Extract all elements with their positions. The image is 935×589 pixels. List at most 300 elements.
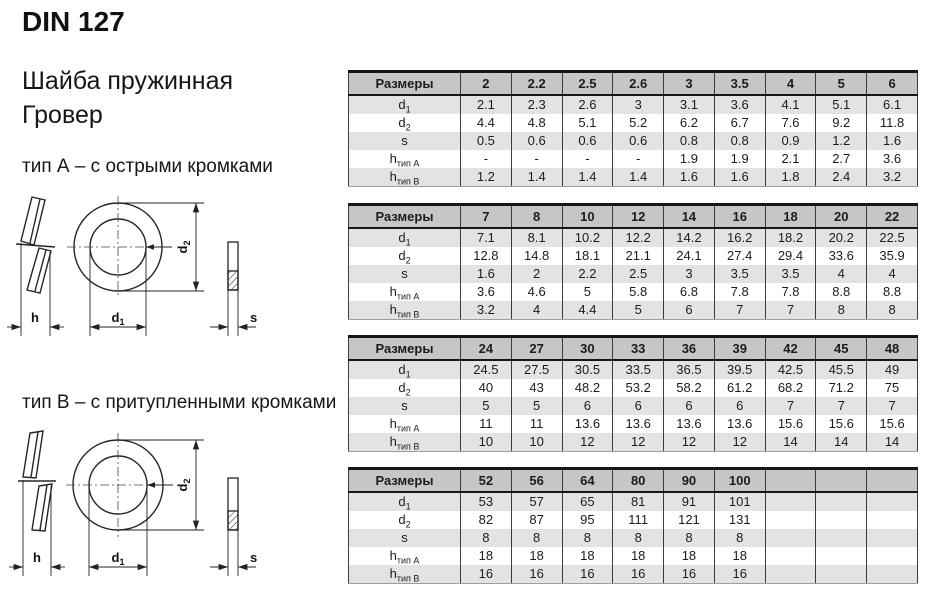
value-cell: 36.5 bbox=[664, 360, 715, 379]
row-label bbox=[349, 379, 461, 397]
row-label bbox=[349, 397, 461, 415]
value-cell: 18 bbox=[562, 547, 613, 565]
column-header-size: 39 bbox=[714, 337, 765, 361]
value-cell: 1.9 bbox=[714, 150, 765, 168]
value-cell bbox=[816, 492, 867, 511]
value-cell: 8.8 bbox=[867, 283, 918, 301]
column-header-size: 36 bbox=[664, 337, 715, 361]
value-cell: 6.7 bbox=[714, 114, 765, 132]
table-row bbox=[349, 547, 918, 565]
value-cell: 21.1 bbox=[613, 247, 664, 265]
value-cell: 11.8 bbox=[867, 114, 918, 132]
value-cell: 3 bbox=[664, 265, 715, 283]
value-cell: 6 bbox=[714, 397, 765, 415]
value-cell: 7.8 bbox=[765, 283, 816, 301]
value-cell: 82 bbox=[461, 511, 512, 529]
column-header-size: 3.5 bbox=[714, 72, 765, 96]
table-row bbox=[349, 301, 918, 320]
value-cell bbox=[816, 511, 867, 529]
value-cell: 8 bbox=[511, 529, 562, 547]
row-label bbox=[349, 168, 461, 187]
column-header-size: 56 bbox=[511, 469, 562, 493]
value-cell: 71.2 bbox=[816, 379, 867, 397]
row-label-base: d bbox=[398, 512, 406, 527]
column-header-size: 7 bbox=[461, 205, 512, 229]
value-cell: 3.5 bbox=[765, 265, 816, 283]
row-label bbox=[349, 283, 461, 301]
table-row bbox=[349, 283, 918, 301]
column-header-size: 27 bbox=[511, 337, 562, 361]
value-cell: 0.5 bbox=[461, 132, 512, 150]
value-cell: 121 bbox=[664, 511, 715, 529]
row-label-base: d bbox=[398, 248, 406, 263]
value-cell: 1.6 bbox=[714, 168, 765, 187]
column-header-size: 16 bbox=[714, 205, 765, 229]
row-label-base: h bbox=[389, 169, 397, 184]
value-cell: 2.5 bbox=[613, 265, 664, 283]
value-cell: 16 bbox=[664, 565, 715, 584]
value-cell: 14 bbox=[765, 433, 816, 452]
value-cell: 40 bbox=[461, 379, 512, 397]
row-label-base: h bbox=[389, 302, 397, 317]
section-view-type-a bbox=[228, 242, 238, 290]
page-title: DIN 127 bbox=[22, 6, 125, 37]
value-cell: 2.7 bbox=[816, 150, 867, 168]
column-header-size: 33 bbox=[613, 337, 664, 361]
value-cell: 1.9 bbox=[664, 150, 715, 168]
row-label-base: d bbox=[398, 380, 406, 395]
value-cell: 1.2 bbox=[816, 132, 867, 150]
value-cell: 111 bbox=[613, 511, 664, 529]
value-cell bbox=[816, 565, 867, 584]
row-label bbox=[349, 511, 461, 529]
column-header-size: 10 bbox=[562, 205, 613, 229]
row-label-base: d bbox=[398, 230, 406, 245]
value-cell bbox=[765, 547, 816, 565]
row-label-subscript: 1 bbox=[405, 369, 411, 379]
column-header-sizes: Размеры bbox=[349, 205, 461, 229]
column-header-size: 22 bbox=[867, 205, 918, 229]
value-cell: 57 bbox=[511, 492, 562, 511]
row-label-subscript: тип B bbox=[396, 441, 420, 452]
type-b-label: тип В – с притупленными кромками bbox=[22, 392, 337, 413]
value-cell: 16.2 bbox=[714, 228, 765, 247]
value-cell: 8 bbox=[816, 301, 867, 320]
value-cell: 95 bbox=[562, 511, 613, 529]
table-header-row bbox=[349, 469, 918, 493]
value-cell: 18.1 bbox=[562, 247, 613, 265]
value-cell: 5 bbox=[511, 397, 562, 415]
value-cell: 7 bbox=[765, 301, 816, 320]
value-cell: 16 bbox=[461, 565, 512, 584]
value-cell bbox=[867, 529, 918, 547]
value-cell: 1.4 bbox=[511, 168, 562, 187]
value-cell: 12.2 bbox=[613, 228, 664, 247]
row-label-subscript: тип A bbox=[396, 291, 420, 301]
value-cell: 12 bbox=[664, 433, 715, 452]
value-cell: 13.6 bbox=[714, 415, 765, 433]
value-cell: 7 bbox=[765, 397, 816, 415]
type-a-drawing bbox=[6, 190, 274, 342]
table-row bbox=[349, 379, 918, 397]
value-cell: 9.2 bbox=[816, 114, 867, 132]
value-cell: 4.1 bbox=[765, 95, 816, 114]
table-row bbox=[349, 114, 918, 132]
value-cell: 7.8 bbox=[714, 283, 765, 301]
value-cell: 13.6 bbox=[613, 415, 664, 433]
value-cell: - bbox=[461, 150, 512, 168]
value-cell: 24.1 bbox=[664, 247, 715, 265]
value-cell: 8 bbox=[664, 529, 715, 547]
row-label-subscript: 2 bbox=[405, 387, 411, 397]
s-label: s bbox=[250, 310, 258, 325]
value-cell: 35.9 bbox=[867, 247, 918, 265]
d2-label: $d_2$ bbox=[175, 240, 192, 254]
value-cell: 2.3 bbox=[511, 95, 562, 114]
value-cell: 14 bbox=[867, 433, 918, 452]
value-cell: 2 bbox=[511, 265, 562, 283]
table-row bbox=[349, 565, 918, 584]
table-header-row bbox=[349, 205, 918, 229]
value-cell: 1.6 bbox=[867, 132, 918, 150]
value-cell: 8 bbox=[714, 529, 765, 547]
row-label bbox=[349, 529, 461, 547]
value-cell: 0.9 bbox=[765, 132, 816, 150]
value-cell: 15.6 bbox=[765, 415, 816, 433]
value-cell: 3.2 bbox=[867, 168, 918, 187]
value-cell: 16 bbox=[613, 565, 664, 584]
value-cell: 101 bbox=[714, 492, 765, 511]
row-label bbox=[349, 265, 461, 283]
column-header-size: 48 bbox=[867, 337, 918, 361]
value-cell: 4.8 bbox=[511, 114, 562, 132]
table-row bbox=[349, 168, 918, 187]
value-cell: 8.1 bbox=[511, 228, 562, 247]
value-cell: 12 bbox=[562, 433, 613, 452]
value-cell: 16 bbox=[562, 565, 613, 584]
value-cell bbox=[867, 492, 918, 511]
spec-table-sizes-7-22 bbox=[348, 203, 918, 320]
value-cell bbox=[867, 565, 918, 584]
value-cell: 12 bbox=[714, 433, 765, 452]
value-cell: 131 bbox=[714, 511, 765, 529]
column-header-size: 45 bbox=[816, 337, 867, 361]
value-cell: 15.6 bbox=[816, 415, 867, 433]
value-cell: 4 bbox=[816, 265, 867, 283]
value-cell: 16 bbox=[511, 565, 562, 584]
column-header-size: 20 bbox=[816, 205, 867, 229]
table-header-row bbox=[349, 337, 918, 361]
value-cell: 4.6 bbox=[511, 283, 562, 301]
value-cell: 53 bbox=[461, 492, 512, 511]
row-label-base: s bbox=[401, 530, 408, 545]
value-cell: 4 bbox=[511, 301, 562, 320]
column-header-size: 64 bbox=[562, 469, 613, 493]
column-header-size: 5 bbox=[816, 72, 867, 96]
table-row bbox=[349, 433, 918, 452]
value-cell: 27.5 bbox=[511, 360, 562, 379]
row-label-base: d bbox=[398, 362, 406, 377]
table-row bbox=[349, 228, 918, 247]
column-header-size bbox=[765, 469, 816, 493]
value-cell: 4 bbox=[867, 265, 918, 283]
value-cell: 29.4 bbox=[765, 247, 816, 265]
column-header-size: 52 bbox=[461, 469, 512, 493]
value-cell: - bbox=[511, 150, 562, 168]
value-cell: 61.2 bbox=[714, 379, 765, 397]
spec-table-sizes-52-100 bbox=[348, 467, 918, 584]
value-cell: 11 bbox=[511, 415, 562, 433]
value-cell: 58.2 bbox=[664, 379, 715, 397]
table-row bbox=[349, 247, 918, 265]
value-cell: 27.4 bbox=[714, 247, 765, 265]
value-cell: 2.4 bbox=[816, 168, 867, 187]
value-cell: 87 bbox=[511, 511, 562, 529]
value-cell: 5.8 bbox=[613, 283, 664, 301]
value-cell: 53.2 bbox=[613, 379, 664, 397]
section-view-type-b bbox=[228, 478, 238, 530]
page-subtitle bbox=[22, 64, 233, 132]
table-row bbox=[349, 415, 918, 433]
value-cell: 48.2 bbox=[562, 379, 613, 397]
value-cell: 5.1 bbox=[816, 95, 867, 114]
row-label-subscript: 1 bbox=[405, 237, 411, 247]
value-cell: 14.8 bbox=[511, 247, 562, 265]
row-label-base: d bbox=[398, 97, 406, 112]
value-cell: 14 bbox=[816, 433, 867, 452]
value-cell: 10.2 bbox=[562, 228, 613, 247]
value-cell: 91 bbox=[664, 492, 715, 511]
value-cell bbox=[867, 547, 918, 565]
spec-table-sizes-2-6 bbox=[348, 70, 918, 187]
value-cell: 13.6 bbox=[664, 415, 715, 433]
row-label bbox=[349, 301, 461, 320]
row-label-base: s bbox=[401, 398, 408, 413]
value-cell: 22.5 bbox=[867, 228, 918, 247]
value-cell: 11 bbox=[461, 415, 512, 433]
table-row bbox=[349, 511, 918, 529]
spec-table-sizes-24-48 bbox=[348, 335, 918, 452]
value-cell: 24.5 bbox=[461, 360, 512, 379]
split-mark bbox=[146, 244, 172, 250]
row-label-subscript: тип A bbox=[396, 555, 420, 565]
table-row bbox=[349, 265, 918, 283]
table-row bbox=[349, 529, 918, 547]
value-cell: 5.2 bbox=[613, 114, 664, 132]
value-cell: 3 bbox=[613, 95, 664, 114]
column-header-size: 3 bbox=[664, 72, 715, 96]
row-label-base: h bbox=[389, 416, 397, 431]
column-header-size: 42 bbox=[765, 337, 816, 361]
value-cell: 18 bbox=[714, 547, 765, 565]
row-label bbox=[349, 114, 461, 132]
value-cell: 8 bbox=[461, 529, 512, 547]
row-label bbox=[349, 547, 461, 565]
value-cell: 16 bbox=[714, 565, 765, 584]
column-header-size: 24 bbox=[461, 337, 512, 361]
value-cell: 33.5 bbox=[613, 360, 664, 379]
column-header-sizes: Размеры bbox=[349, 72, 461, 96]
value-cell: 8 bbox=[613, 529, 664, 547]
value-cell: 49 bbox=[867, 360, 918, 379]
row-label-subscript: тип A bbox=[396, 158, 420, 168]
value-cell: 4.4 bbox=[562, 301, 613, 320]
table-row bbox=[349, 360, 918, 379]
d1-label: $d_1$ bbox=[111, 550, 125, 567]
value-cell: 18 bbox=[613, 547, 664, 565]
row-label-base: s bbox=[401, 266, 408, 281]
d1-label: $d_1$ bbox=[111, 310, 125, 327]
value-cell: 13.6 bbox=[562, 415, 613, 433]
row-label-base: s bbox=[401, 133, 408, 148]
value-cell: 5.1 bbox=[562, 114, 613, 132]
row-label-subscript: тип B bbox=[396, 309, 420, 320]
value-cell: 7.1 bbox=[461, 228, 512, 247]
row-label bbox=[349, 360, 461, 379]
column-header-sizes: Размеры bbox=[349, 469, 461, 493]
value-cell: 3.5 bbox=[714, 265, 765, 283]
value-cell: 18 bbox=[461, 547, 512, 565]
column-header-size: 2.5 bbox=[562, 72, 613, 96]
value-cell bbox=[765, 511, 816, 529]
value-cell: 6 bbox=[562, 397, 613, 415]
row-label bbox=[349, 228, 461, 247]
value-cell: 68.2 bbox=[765, 379, 816, 397]
value-cell: 12.8 bbox=[461, 247, 512, 265]
row-label-subscript: тип B bbox=[396, 176, 420, 187]
value-cell: 15.6 bbox=[867, 415, 918, 433]
row-label-base: d bbox=[398, 494, 406, 509]
table-row bbox=[349, 132, 918, 150]
value-cell: 8 bbox=[867, 301, 918, 320]
row-label-base: h bbox=[389, 151, 397, 166]
column-header-size: 2.6 bbox=[613, 72, 664, 96]
s-label: s bbox=[250, 550, 258, 565]
column-header-size: 90 bbox=[664, 469, 715, 493]
row-label bbox=[349, 433, 461, 452]
value-cell: 2.1 bbox=[765, 150, 816, 168]
column-header-size bbox=[867, 469, 918, 493]
value-cell: 1.8 bbox=[765, 168, 816, 187]
value-cell: 0.6 bbox=[613, 132, 664, 150]
row-label-subscript: 2 bbox=[405, 122, 411, 132]
column-header-size: 6 bbox=[867, 72, 918, 96]
row-label bbox=[349, 132, 461, 150]
row-label bbox=[349, 565, 461, 584]
side-view-type-a bbox=[16, 197, 55, 293]
value-cell: 3.6 bbox=[867, 150, 918, 168]
table-row bbox=[349, 397, 918, 415]
table-row bbox=[349, 150, 918, 168]
row-label bbox=[349, 247, 461, 265]
value-cell: 10 bbox=[511, 433, 562, 452]
h-label: h bbox=[33, 550, 41, 565]
value-cell: 14.2 bbox=[664, 228, 715, 247]
row-label-base: h bbox=[389, 434, 397, 449]
value-cell: 65 bbox=[562, 492, 613, 511]
value-cell: 2.1 bbox=[461, 95, 512, 114]
value-cell: 3.6 bbox=[714, 95, 765, 114]
value-cell bbox=[765, 529, 816, 547]
value-cell: 0.8 bbox=[664, 132, 715, 150]
column-header-size: 12 bbox=[613, 205, 664, 229]
row-label-subscript: 2 bbox=[405, 519, 411, 529]
column-header-size: 30 bbox=[562, 337, 613, 361]
value-cell: 1.2 bbox=[461, 168, 512, 187]
value-cell: 43 bbox=[511, 379, 562, 397]
value-cell: 18.2 bbox=[765, 228, 816, 247]
value-cell: 2.2 bbox=[562, 265, 613, 283]
value-cell: 3.2 bbox=[461, 301, 512, 320]
value-cell: 8 bbox=[562, 529, 613, 547]
value-cell: 6.8 bbox=[664, 283, 715, 301]
value-cell bbox=[816, 529, 867, 547]
value-cell: 42.5 bbox=[765, 360, 816, 379]
value-cell: 12 bbox=[613, 433, 664, 452]
value-cell: 1.4 bbox=[613, 168, 664, 187]
side-view-type-b bbox=[18, 431, 56, 531]
row-label-subscript: 1 bbox=[405, 501, 411, 511]
table-row bbox=[349, 492, 918, 511]
value-cell: 6 bbox=[664, 301, 715, 320]
column-header-size: 8 bbox=[511, 205, 562, 229]
value-cell: 10 bbox=[461, 433, 512, 452]
value-cell: 39.5 bbox=[714, 360, 765, 379]
split-mark bbox=[147, 482, 173, 488]
subtitle-line-1: Шайба пружинная bbox=[22, 67, 234, 95]
value-cell: 18 bbox=[664, 547, 715, 565]
row-label bbox=[349, 150, 461, 168]
column-header-size: 80 bbox=[613, 469, 664, 493]
value-cell: - bbox=[562, 150, 613, 168]
type-a-label: тип А – с острыми кромками bbox=[22, 156, 273, 177]
value-cell: 5 bbox=[461, 397, 512, 415]
value-cell: 0.8 bbox=[714, 132, 765, 150]
value-cell: 18 bbox=[511, 547, 562, 565]
value-cell: 7 bbox=[867, 397, 918, 415]
column-header-sizes: Размеры bbox=[349, 337, 461, 361]
row-label-subscript: 2 bbox=[405, 255, 411, 265]
row-label-subscript: 1 bbox=[405, 104, 411, 114]
value-cell: 33.6 bbox=[816, 247, 867, 265]
value-cell: 7 bbox=[816, 397, 867, 415]
column-header-size: 4 bbox=[765, 72, 816, 96]
column-header-size bbox=[816, 469, 867, 493]
value-cell: 7 bbox=[714, 301, 765, 320]
value-cell: 7.6 bbox=[765, 114, 816, 132]
value-cell: 20.2 bbox=[816, 228, 867, 247]
value-cell: 5 bbox=[613, 301, 664, 320]
column-header-size: 2.2 bbox=[511, 72, 562, 96]
value-cell: 0.6 bbox=[562, 132, 613, 150]
table-header-row bbox=[349, 72, 918, 96]
row-label-base: h bbox=[389, 548, 397, 563]
value-cell bbox=[816, 547, 867, 565]
value-cell: 3.1 bbox=[664, 95, 715, 114]
value-cell: 5 bbox=[562, 283, 613, 301]
value-cell: 30.5 bbox=[562, 360, 613, 379]
value-cell: 3.6 bbox=[461, 283, 512, 301]
value-cell: 6.1 bbox=[867, 95, 918, 114]
value-cell: 81 bbox=[613, 492, 664, 511]
row-label bbox=[349, 95, 461, 114]
value-cell: 45.5 bbox=[816, 360, 867, 379]
value-cell: 1.6 bbox=[664, 168, 715, 187]
value-cell: 0.6 bbox=[511, 132, 562, 150]
subtitle-line-2: Гровер bbox=[22, 101, 103, 129]
value-cell: 6.2 bbox=[664, 114, 715, 132]
row-label-subscript: тип A bbox=[396, 423, 420, 433]
